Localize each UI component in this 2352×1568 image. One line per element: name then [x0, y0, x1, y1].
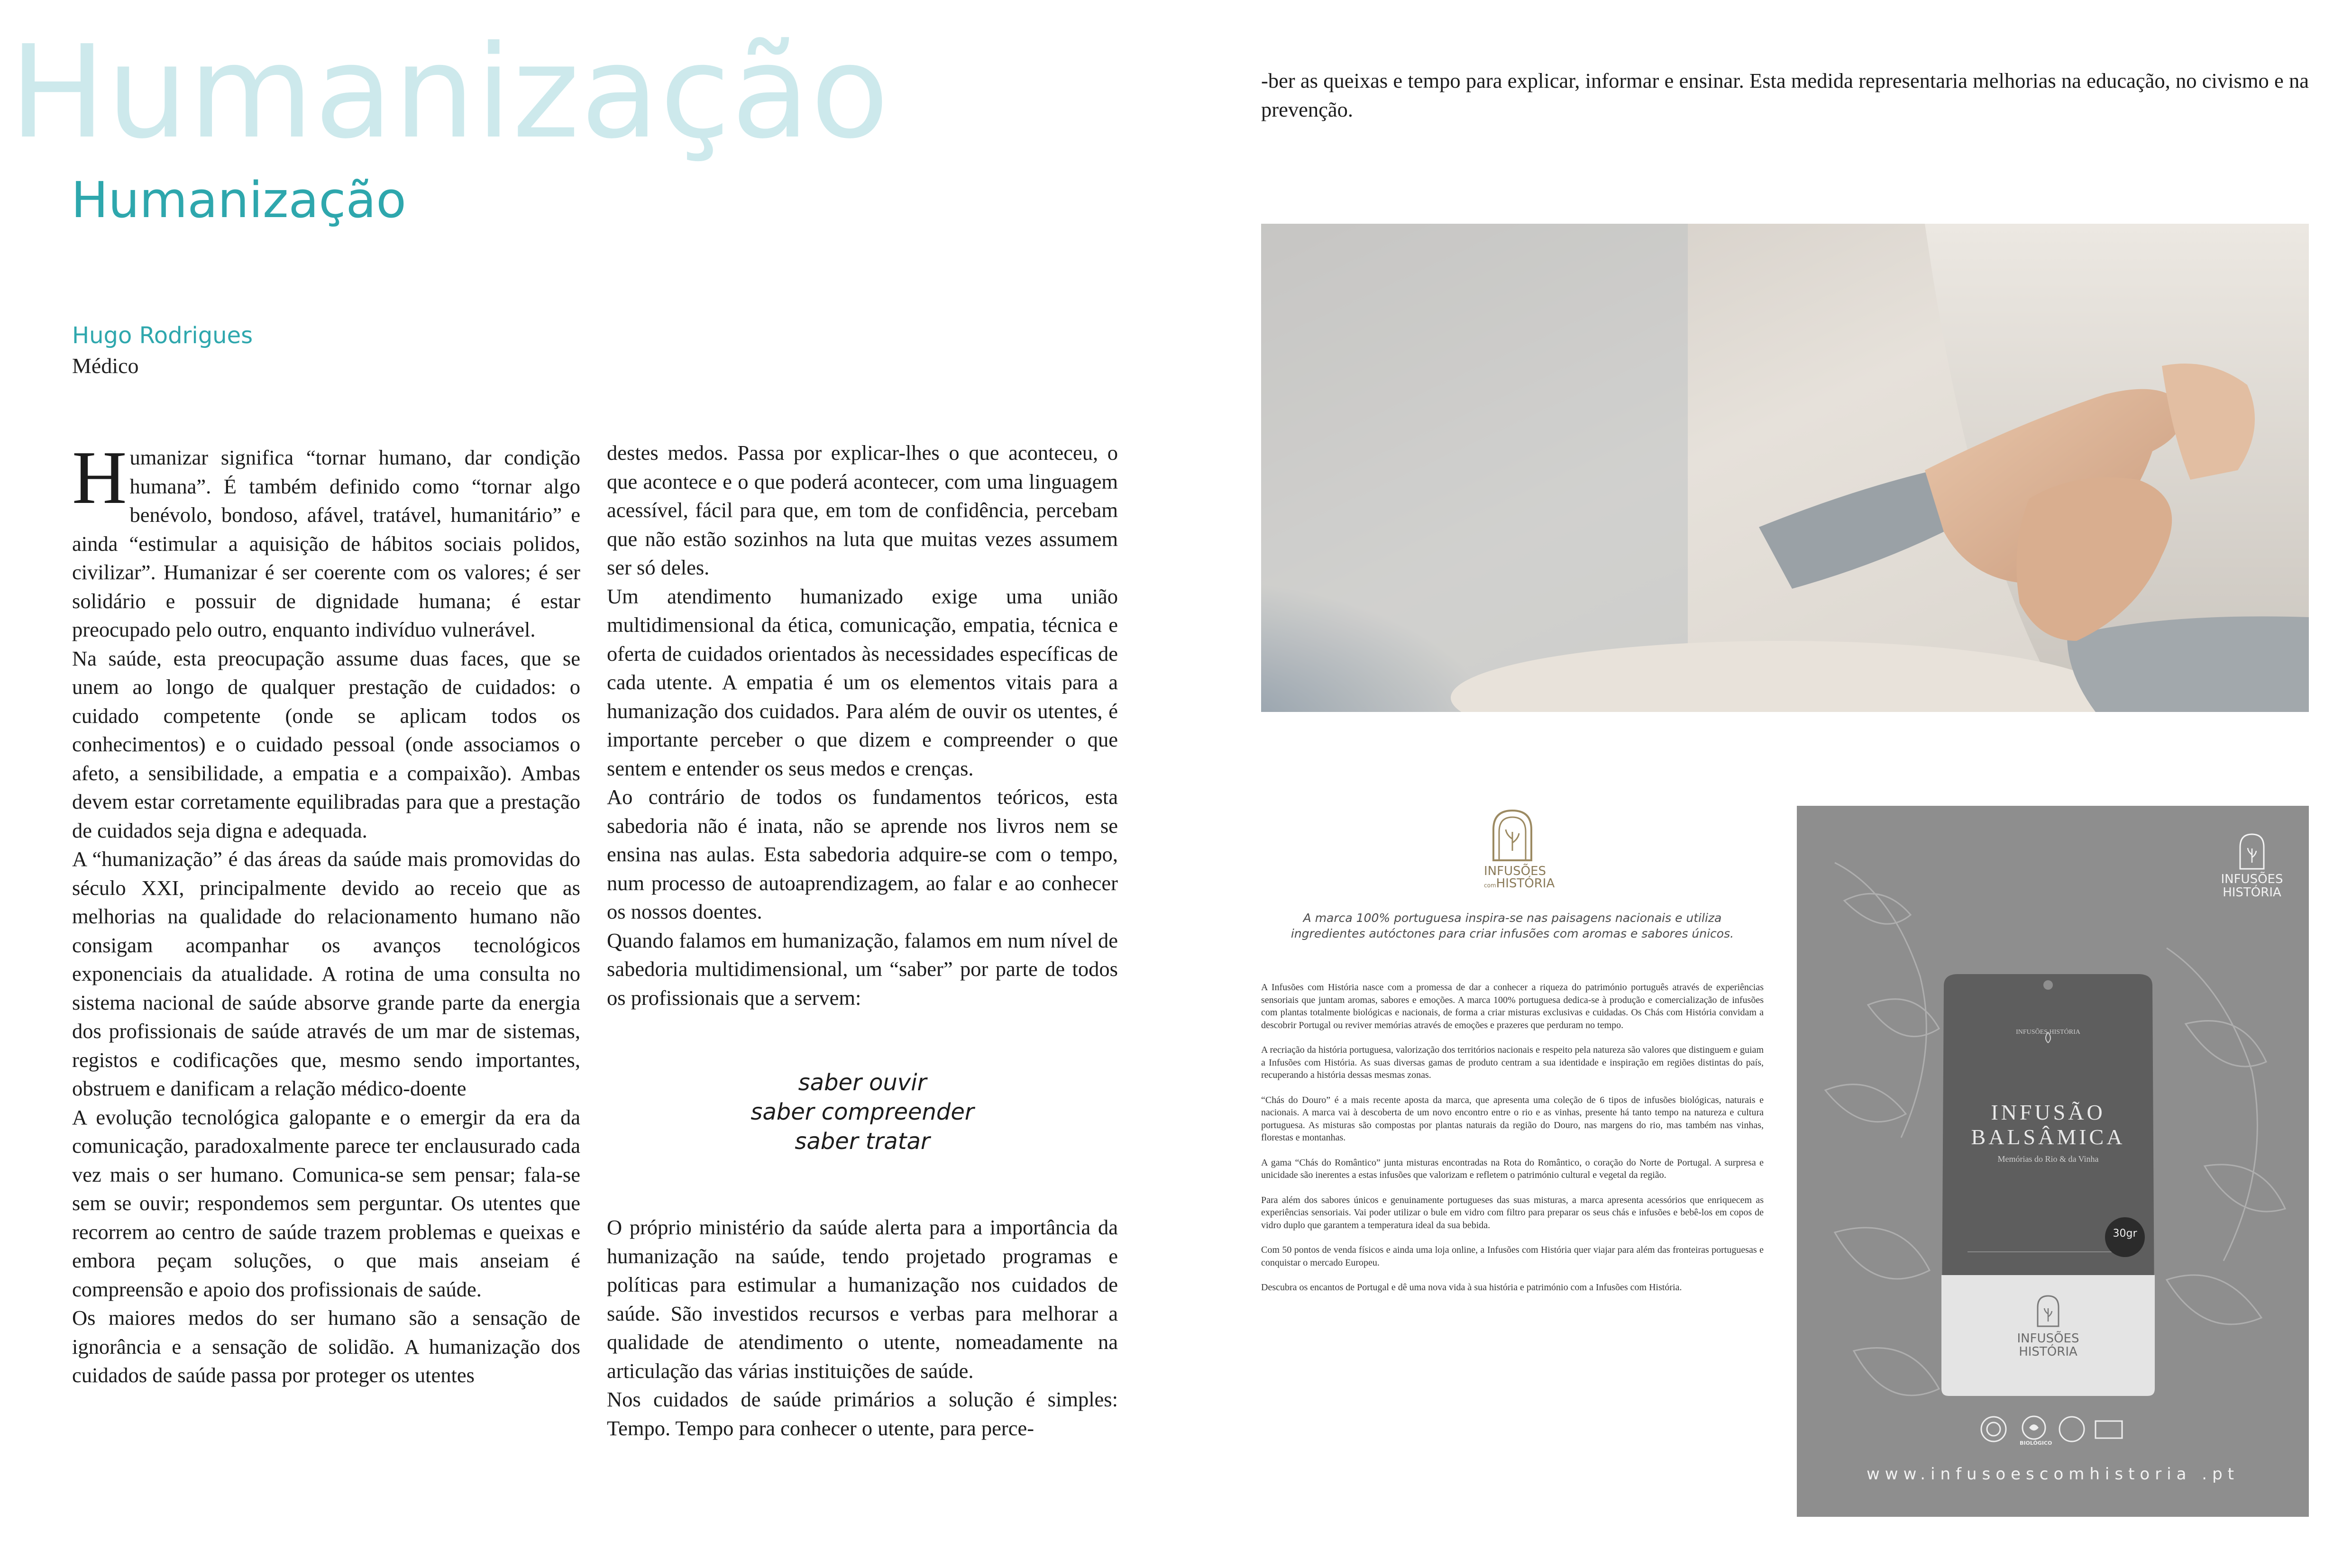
paragraph: A evolução tecnológica galopante e o emergir da era da comunicação, paradoxalmente parece ter enclausurado cada vez mais o ser humano. Comunica-se sem pensar; fala-se sem se ouvir; respondemos sem perguntar. Os utentes que recorrem ao centro de saúde trazem problemas e queixas e embora peçam soluções, o que mais anseiam é compreensão e apoio dos profissionais de saúde. [72, 1105, 580, 1301]
product-weight: 30gr [2113, 1228, 2137, 1240]
arch-logo-icon [2235, 832, 2269, 870]
brand-logo-light [2209, 832, 2295, 899]
ad-paragraph: A gama “Chás do Romântico” junta misturas encontradas na Rota do Romântico, o coração do Norte de Portugal. A surpresa e unicidade são inerentes a estas infusões que valorizam e refletem o património cultural e vegetal da região. [1261, 1157, 1764, 1180]
paragraph: destes medos. Passa por explicar-lhes o que aconteceu, o que acontece e o que poderá acontecer, com uma linguagem acessível, fácil para que, em tom de confidência, percebam que não estão sozinhos na luta que muitas vezes assumem ser só deles. [607, 441, 1118, 579]
paragraph: Os maiores medos do ser humano são a sensação de ignorância e a sensação de solidão. A humanização dos cuidados de saúde passa por proteger os utentes [72, 1306, 580, 1387]
logo-word: INFUSÕES [1484, 864, 1547, 878]
ad-text-panel [1261, 806, 1764, 1517]
author-role: Médico [72, 354, 139, 378]
article-column-2 [607, 438, 1118, 1442]
paragraph: Quando falamos em humanização, falamos em num nível de sabedoria multidimensional, um “saber” por parte de todos os profissionais que a servem: [607, 928, 1118, 1010]
logo-text [1484, 864, 1555, 892]
article-continuation: -ber as queixas e tempo para explicar, informar e ensinar. Esta medida representaria melhorias na educação, no civismo e na prevenção. [1261, 69, 2309, 121]
certification-badges [1977, 1413, 2129, 1446]
page-title: Humanização [71, 171, 406, 229]
product-subtitle: Memórias do Rio & da Vinha [1997, 1154, 2099, 1164]
logo-word: HISTÓRIA [2223, 885, 2281, 900]
article-column-1 [72, 435, 580, 1390]
quote-line: saber compreender [750, 1099, 974, 1125]
background-title: Humanização [9, 18, 890, 167]
pack-brand-small: INFUSÕES HISTÓRIA [2016, 1029, 2080, 1036]
paragraph-text: umanizar significa “tornar humano, dar condição humana”. É também definido como “tornar algo benévolo, bondoso, afável, tratável, humanitário” e ainda “estimular a aquisição de hábitos sociais polidos, civilizar”. Humanizar é ser coerente com os valores; é ser solidário e possuir de dignidade humana; é estar preocupado pelo outro, enquanto indivíduo vulnerável. [72, 446, 580, 641]
paragraph: O próprio ministério da saúde alerta para a importância da humanização na saúde, tendo projetado programas e políticas para estimular a humanização nos cuidados de saúde. São investidos recursos e verbas para melhorar a qualidade de atendimento o utente, nomeadamente na articulação das várias instituições de saúde. [607, 1215, 1118, 1383]
product-pack [1939, 972, 2157, 1398]
arch-logo-icon [2034, 1294, 2062, 1327]
drop-cap: H [72, 435, 127, 520]
product-name-line-1: INFUSÃO [1991, 1100, 2105, 1124]
paragraph: Ao contrário de todos os fundamentos teóricos, esta sabedoria não é inata, não se aprende nos livros nem se ensina nas aulas. Esta sabedoria adquire-se com o tempo, num processo de autoaprendizagem, ao falar e ao conhecer os nossos doentes. [607, 785, 1118, 923]
hands-photo [1261, 224, 2309, 712]
brand-logo [1484, 806, 1555, 892]
ad-paragraph: A Infusões com História nasce com a promessa de dar a conhecer a riqueza do património português através de experiências sensoriais que juntam aromas, sabores e emoções. A marca 100% portuguesa dedica-se à produção e comercialização de infusões com plantas totalmente biológicas e nacionais, de forma a criar misturas exclusivas e cuidadas. Os Chás com História convidam a descobrir Portugal ou reviver memórias através de emoções e prazeres que perduram no tempo. [1261, 982, 1764, 1030]
quote-line: saber tratar [795, 1128, 930, 1155]
ad-paragraph: “Chás do Douro” é a mais recente aposta da marca, que apresenta uma coleção de 6 tipos de infusões biológicas, naturais e nacionais. A marca vai à descoberta de um novo encontro entre o rio e as vinhas, presente há tanto tempo na natureza e cultura portuguesa. As misturas são compostas por plantas naturais da região do Douro, nas margens do rio, mas também nas vinhas, florestas e montanhas. [1261, 1094, 1764, 1143]
ad-tagline: A marca 100% portuguesa inspira-se nas paisagens nacionais e utiliza ingredientes autóctones para criar infusões com aromas e sabores únicos. [1290, 911, 1734, 940]
paragraph: Nos cuidados de saúde primários a solução é simples: Tempo. Tempo para conhecer o utente, para perce- [607, 1387, 1118, 1440]
quote-line: saber ouvir [798, 1069, 927, 1096]
pack-brand: INFUSÕES HISTÓRIA [2017, 1331, 2079, 1359]
paragraph [72, 435, 580, 644]
organic-badge-label: BIOLÓGICO [2020, 1440, 2052, 1446]
logo-small-word: com [1484, 882, 1496, 889]
ad-paragraph: Para além dos sabores únicos e genuinamente portugueses das suas misturas, a marca apresenta acessórios que enriquecem as experiências sensoriais. Vai poder utilizar o bule em vidro com filtro para preparar os seus chás e infusões e bebê-los em copos de vidro duplo que garantem a temperatura ideal da sua bebida. [1261, 1194, 1764, 1231]
ad-body [1261, 981, 1764, 1306]
certification-icons [1977, 1413, 2129, 1446]
paragraph: Na saúde, esta preocupação assume duas faces, que se unem ao longo de qualquer prestação de cuidados: o cuidado competente (onde se aplicam todos os conhecimentos) e o cuidado pessoal (onde associamos o afeto, a sensibilidade, a empatia e a compaixão). Ambas devem estar corretamente equilibradas para que a prestação de cuidados seja digna e adequada. [72, 646, 580, 842]
pull-quote [607, 1068, 1118, 1156]
paragraph: Um atendimento humanizado exige uma união multidimensional da ética, comunicação, empatia, técnica e oferta de cuidados orientados às necessidades específicas de cada utente. A empatia é um os elementos vitais para a humanização dos cuidados. Para além de ouvir os utentes, é importante perceber o que dizem e compreender o que sentem e entender os seus medos e crenças. [607, 584, 1118, 780]
ad-paragraph: A recriação da história portuguesa, valorização dos territórios nacionais e respeito pela natureza são valores que distinguem e guiam a Infusões com História. As suas diversas gamas de produto centram a sua identidade e inspiração em regiões distintas do país, recuperando a história dessas mesmas zonas. [1261, 1045, 1764, 1080]
logo-text [2209, 873, 2295, 899]
author-name: Hugo Rodrigues [72, 322, 253, 349]
website-url: www.infusoescomhistoria .pt [1866, 1465, 2239, 1484]
logo-word: INFUSÕES [2221, 872, 2283, 886]
paragraph: A “humanização” é das áreas da saúde mais promovidas do século XXI, principalmente devido ao receio que as melhorias na qualidade do relacionamento humano não consigam acompanhar os avanços tecnológicos exponenciais da atualidade. A rotina de uma consulta no sistema nacional de saúde absorve grande parte da energia dos profissionais de saúde através de um mar de sistemas, registos e codificações que, mesmo sendo importantes, obstruem e danificam a relação médico-doente [72, 847, 580, 1100]
ad-paragraph: Com 50 pontos de venda físicos e ainda uma loja online, a Infusões com História quer viajar para além das fronteiras portuguesas e conquistar o mercado Europeu. [1261, 1245, 1764, 1268]
ad-product-panel [1797, 806, 2309, 1517]
logo-word: HISTÓRIA [1496, 876, 1555, 891]
arch-logo-icon [1484, 806, 1541, 863]
product-name-line-2: BALSÂMICA [1971, 1125, 2125, 1149]
ad-paragraph: Descubra os encantos de Portugal e dê uma nova vida à sua história e património com a Infusões com História. [1261, 1282, 1682, 1293]
pack-logo [2024, 1294, 2072, 1330]
